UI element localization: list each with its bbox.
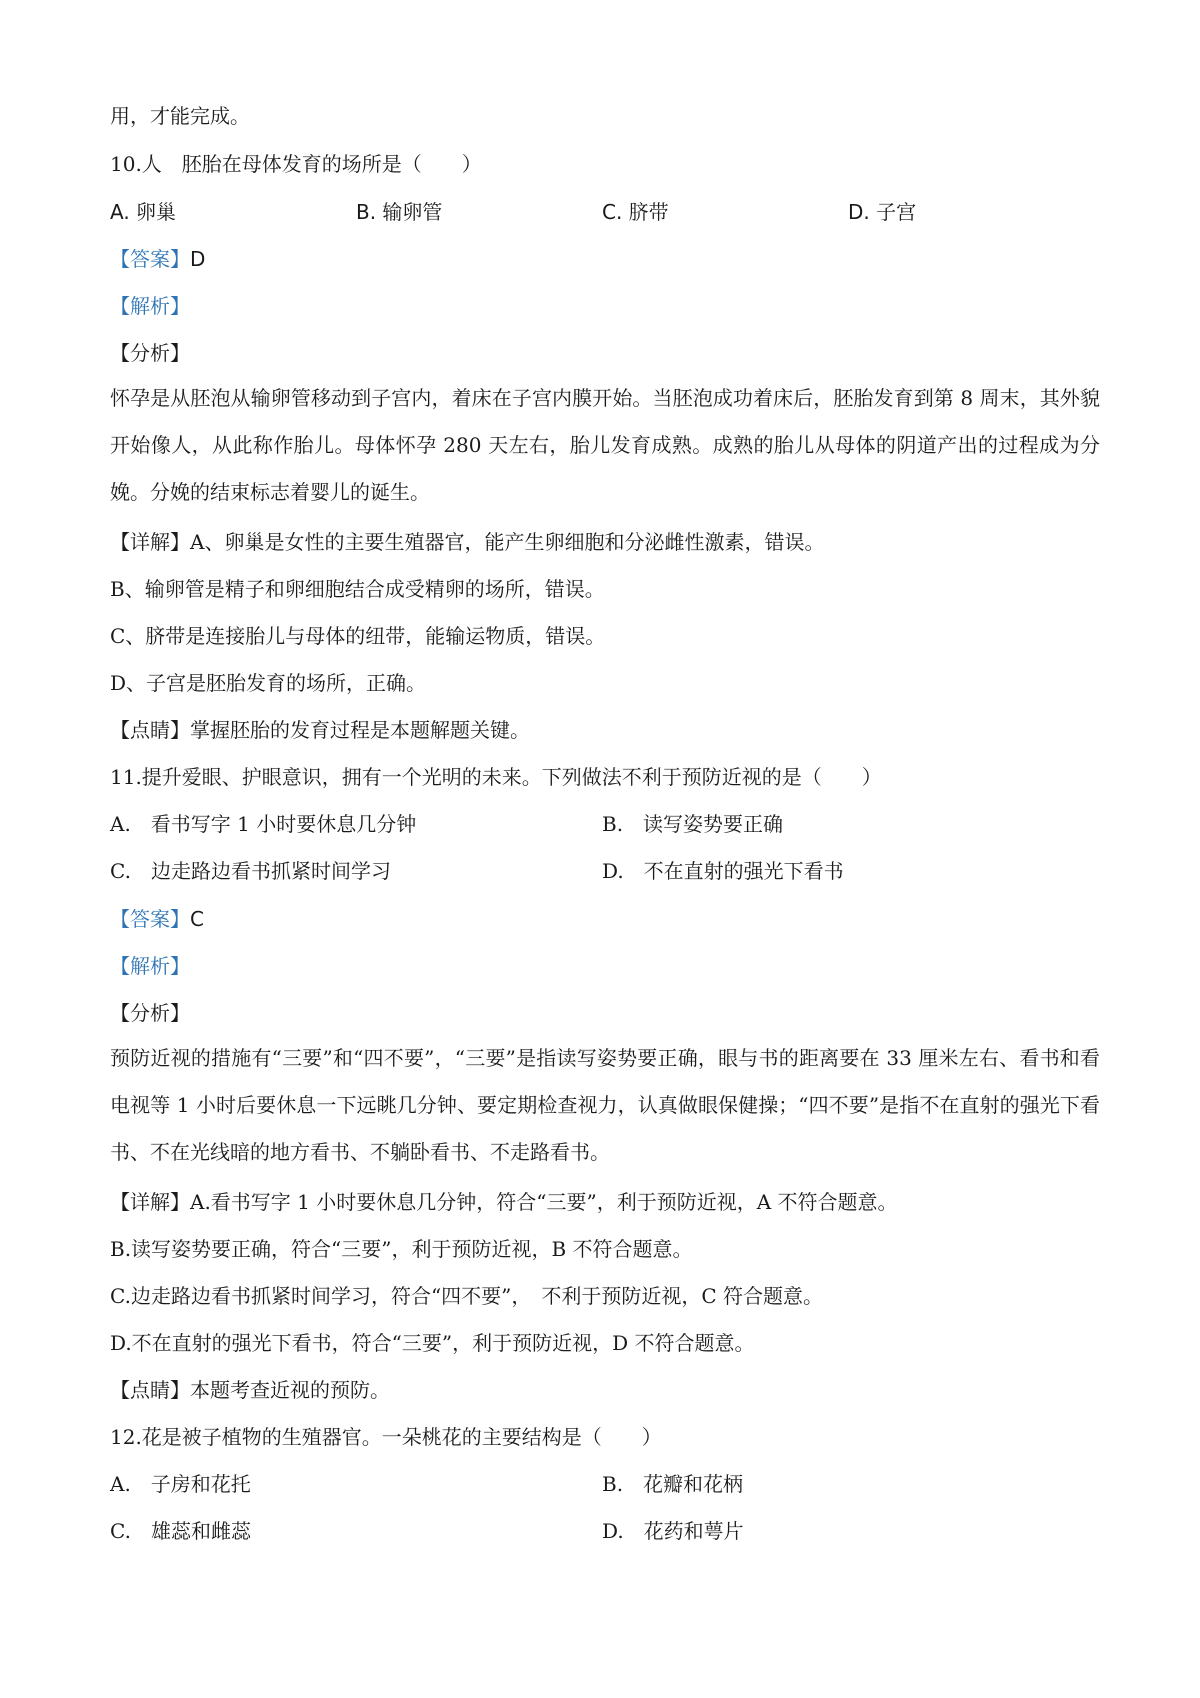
q12-option-d: D. 花药和萼片 bbox=[602, 1519, 744, 1543]
q12-option-c: C. 雄蕊和雌蕊 bbox=[110, 1519, 251, 1543]
q10-dianjing bbox=[110, 716, 1104, 744]
q10-fenxi-text: 怀孕是从胚泡从输卵管移动到子宫内，着床在子宫内膜开始。当胚泡成功着床后，胚胎发育到第 8 周末，其外貌开始像人，从此称作胎儿。母体怀孕 280 天左右，胎儿发育成熟。成熟的胎儿从母体的阴道产出的过程成为分娩。分娩的结束标志着婴儿的诞生。 bbox=[110, 386, 1100, 504]
q10-dianjing-text: 掌握胚胎的发育过程是本题解题关键。 bbox=[190, 718, 530, 742]
question-12-stem: 12.花是被子植物的生殖器官。一朵桃花的主要结构是（ ） bbox=[110, 1425, 662, 1449]
q10-answer bbox=[110, 245, 1104, 273]
q11-xiangjie-line-d: D.不在直射的强光下看书，符合“三要”，利于预防近视，D 不符合题意。 bbox=[110, 1331, 755, 1355]
q11-xiangjie-line-c: C.边走路边看书抓紧时间学习，符合“四不要”， 不利于预防近视，C 符合题意。 bbox=[110, 1284, 824, 1308]
q11-dianjing-text: 本题考查近视的预防。 bbox=[190, 1378, 390, 1402]
q11-answer bbox=[110, 905, 1104, 933]
q11-dianjing-tag: 【点睛】 bbox=[110, 1378, 190, 1402]
q10-answer-tag: 【答案】 bbox=[110, 247, 190, 271]
q11-option-a: A. 看书写字 1 小时要休息几分钟 bbox=[110, 812, 417, 836]
question-10-stem: 10.人 胚胎在母体发育的场所是（ ） bbox=[110, 152, 482, 176]
q11-option-c: C. 边走路边看书抓紧时间学习 bbox=[110, 859, 391, 883]
q11-jiexi-tag: 【解析】 bbox=[110, 954, 190, 978]
q10-jiexi-tag: 【解析】 bbox=[110, 294, 190, 318]
q10-xiangjie-tag: 【详解】 bbox=[110, 530, 190, 554]
q10-xiangjie-line-c: C、脐带是连接胎儿与母体的纽带，能输运物质，错误。 bbox=[110, 624, 606, 648]
q10-xiangjie-line-b: B、输卵管是精子和卵细胞结合成受精卵的场所，错误。 bbox=[110, 577, 605, 601]
question-11-stem: 11.提升爱眼、护眼意识，拥有一个光明的未来。下列做法不利于预防近视的是（ ） bbox=[110, 765, 882, 789]
q10-xiangjie-line-a: A、卵巢是女性的主要生殖器官，能产生卵细胞和分泌雌性激素，错误。 bbox=[190, 530, 825, 554]
q10-xiangjie-a bbox=[110, 528, 1104, 556]
q11-xiangjie-line-a: A.看书写字 1 小时要休息几分钟，符合“三要”，利于预防近视，A 不符合题意。 bbox=[190, 1190, 898, 1214]
q10-option-d: D. 子宫 bbox=[848, 200, 917, 224]
q12-option-a: A. 子房和花托 bbox=[110, 1472, 251, 1496]
q12-option-b: B. 花瓣和花柄 bbox=[602, 1472, 744, 1496]
q11-xiangjie-a bbox=[110, 1188, 1104, 1216]
q10-option-c: C. 脐带 bbox=[602, 200, 669, 224]
q10-option-a: A. 卵巢 bbox=[110, 200, 177, 224]
q11-xiangjie-line-b: B.读写姿势要正确，符合“三要”，利于预防近视，B 不符合题意。 bbox=[110, 1237, 693, 1261]
q10-option-b: B. 输卵管 bbox=[356, 200, 443, 224]
q10-xiangjie-line-d: D、子宫是胚胎发育的场所，正确。 bbox=[110, 671, 427, 695]
q11-answer-value: C bbox=[190, 907, 204, 931]
q11-dianjing bbox=[110, 1376, 1104, 1404]
q11-xiangjie-tag: 【详解】 bbox=[110, 1190, 190, 1214]
q11-fenxi-text: 预防近视的措施有“三要”和“四不要”，“三要”是指读写姿势要正确，眼与书的距离要在 33 厘米左右、看书和看电视等 1 小时后要休息一下远眺几分钟、要定期检查视力，认真做眼保健操；“四不要”是指不在直射的强光下看书、不在光线暗的地方看书、不躺卧看书、不走路看书。 bbox=[110, 1046, 1100, 1164]
q10-dianjing-tag: 【点睛】 bbox=[110, 718, 190, 742]
q11-fenxi-tag: 【分析】 bbox=[110, 1001, 190, 1025]
q11-answer-tag: 【答案】 bbox=[110, 907, 190, 931]
q11-option-b: B. 读写姿势要正确 bbox=[602, 812, 784, 836]
q10-answer-value: D bbox=[190, 247, 206, 271]
q11-option-d: D. 不在直射的强光下看书 bbox=[602, 859, 844, 883]
intro-fragment: 用，才能完成。 bbox=[110, 104, 250, 128]
q10-fenxi-tag: 【分析】 bbox=[110, 341, 190, 365]
